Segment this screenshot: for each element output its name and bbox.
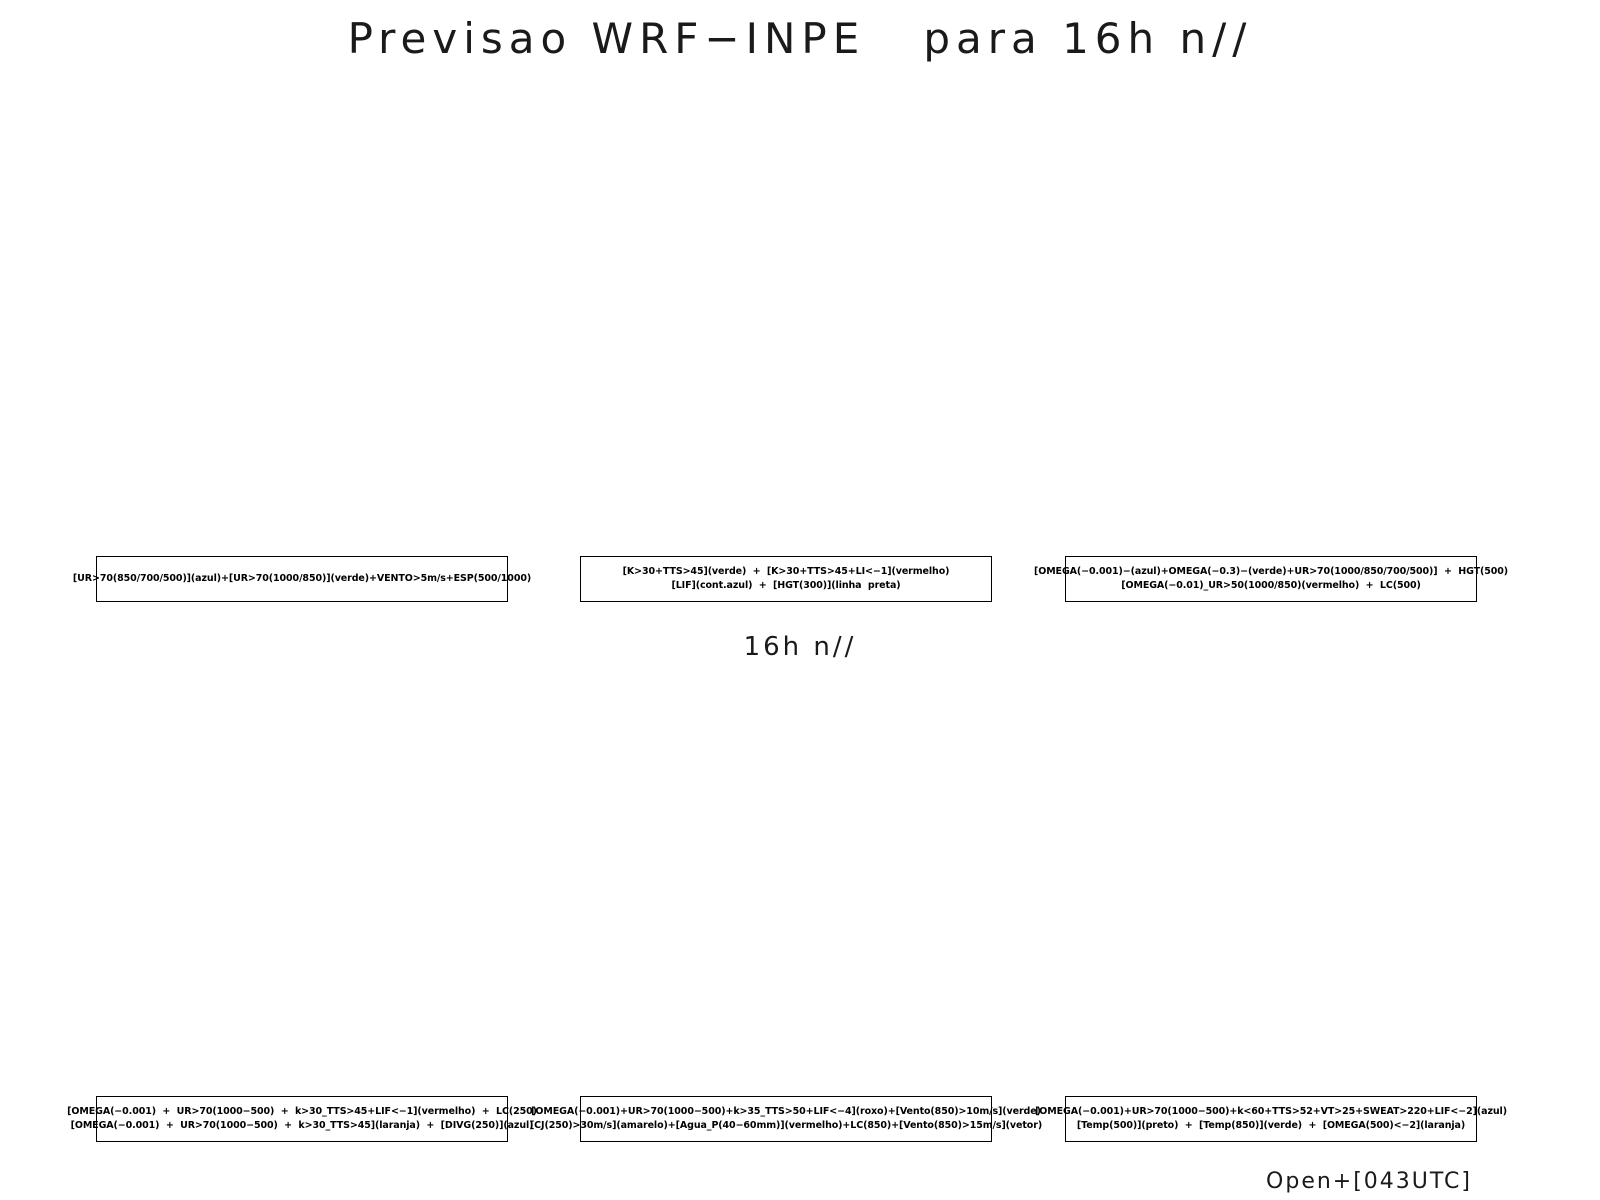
- footer-stamp: Open+[043UTC]: [1266, 1169, 1472, 1194]
- legend-box-top-right: [1033, 556, 1509, 602]
- legend-line-2: [OMEGA(−0.001) + UR>70(1000−500) + k>30_TTS>45](laranja) + [DIVG(250)](azul): [70, 1120, 534, 1131]
- legend-line-2: [OMEGA(−0.01)_UR>50(1000/850)(vermelho) + LC(500): [1121, 580, 1421, 591]
- legend-line-1: [OMEGA(−0.001)+UR>70(1000−500)+k<60+TTS>52+VT>25+SWEAT>220+LIF<−2](azul): [1035, 1106, 1507, 1118]
- legend-line-2: [Temp(500)](preto) + [Temp(850)](verde) + [OMEGA(500)<−2](laranja): [1076, 1120, 1466, 1131]
- mid-subtitle: 16h n//: [743, 632, 857, 662]
- legend-box-bottom-middle: [529, 1096, 1043, 1142]
- legend-box-bottom-right: [1035, 1096, 1507, 1142]
- page-title: Previsao WRF−INPE para 16h n//: [347, 14, 1253, 63]
- legend-line-1: [OMEGA(−0.001)−(azul)+OMEGA(−0.3)−(verde)+UR>70(1000/850/700/500)] + HGT(500): [1033, 566, 1509, 578]
- legend-box-top-middle: [580, 556, 992, 602]
- legend-box-top-left: [72, 556, 532, 602]
- legend-line-1: [UR>70(850/700/500)](azul)+[UR>70(1000/850)](verde)+VENTO>5m/s+ESP(500/1000): [72, 573, 532, 585]
- legend-line-1: [OMEGA(−0.001)+UR>70(1000−500)+k>35_TTS>50+LIF<−4](roxo)+[Vento(850)>10m/s](verde): [531, 1106, 1041, 1118]
- legend-line-1: [OMEGA(−0.001) + UR>70(1000−500) + k>30_TTS>45+LIF<−1](vermelho) + LC(250): [67, 1106, 537, 1118]
- legend-line-2: [CJ(250)>30m/s](amarelo)+[Agua_P(40−60mm)](vermelho)+LC(850)+[Vento(850)>15m/s](vetor): [529, 1120, 1043, 1131]
- legend-line-1: [K>30+TTS>45](verde) + [K>30+TTS>45+LI<−1](vermelho): [622, 566, 950, 578]
- legend-box-bottom-left: [67, 1096, 537, 1142]
- legend-line-2: [LIF](cont.azul) + [HGT(300)](linha preta): [671, 580, 901, 591]
